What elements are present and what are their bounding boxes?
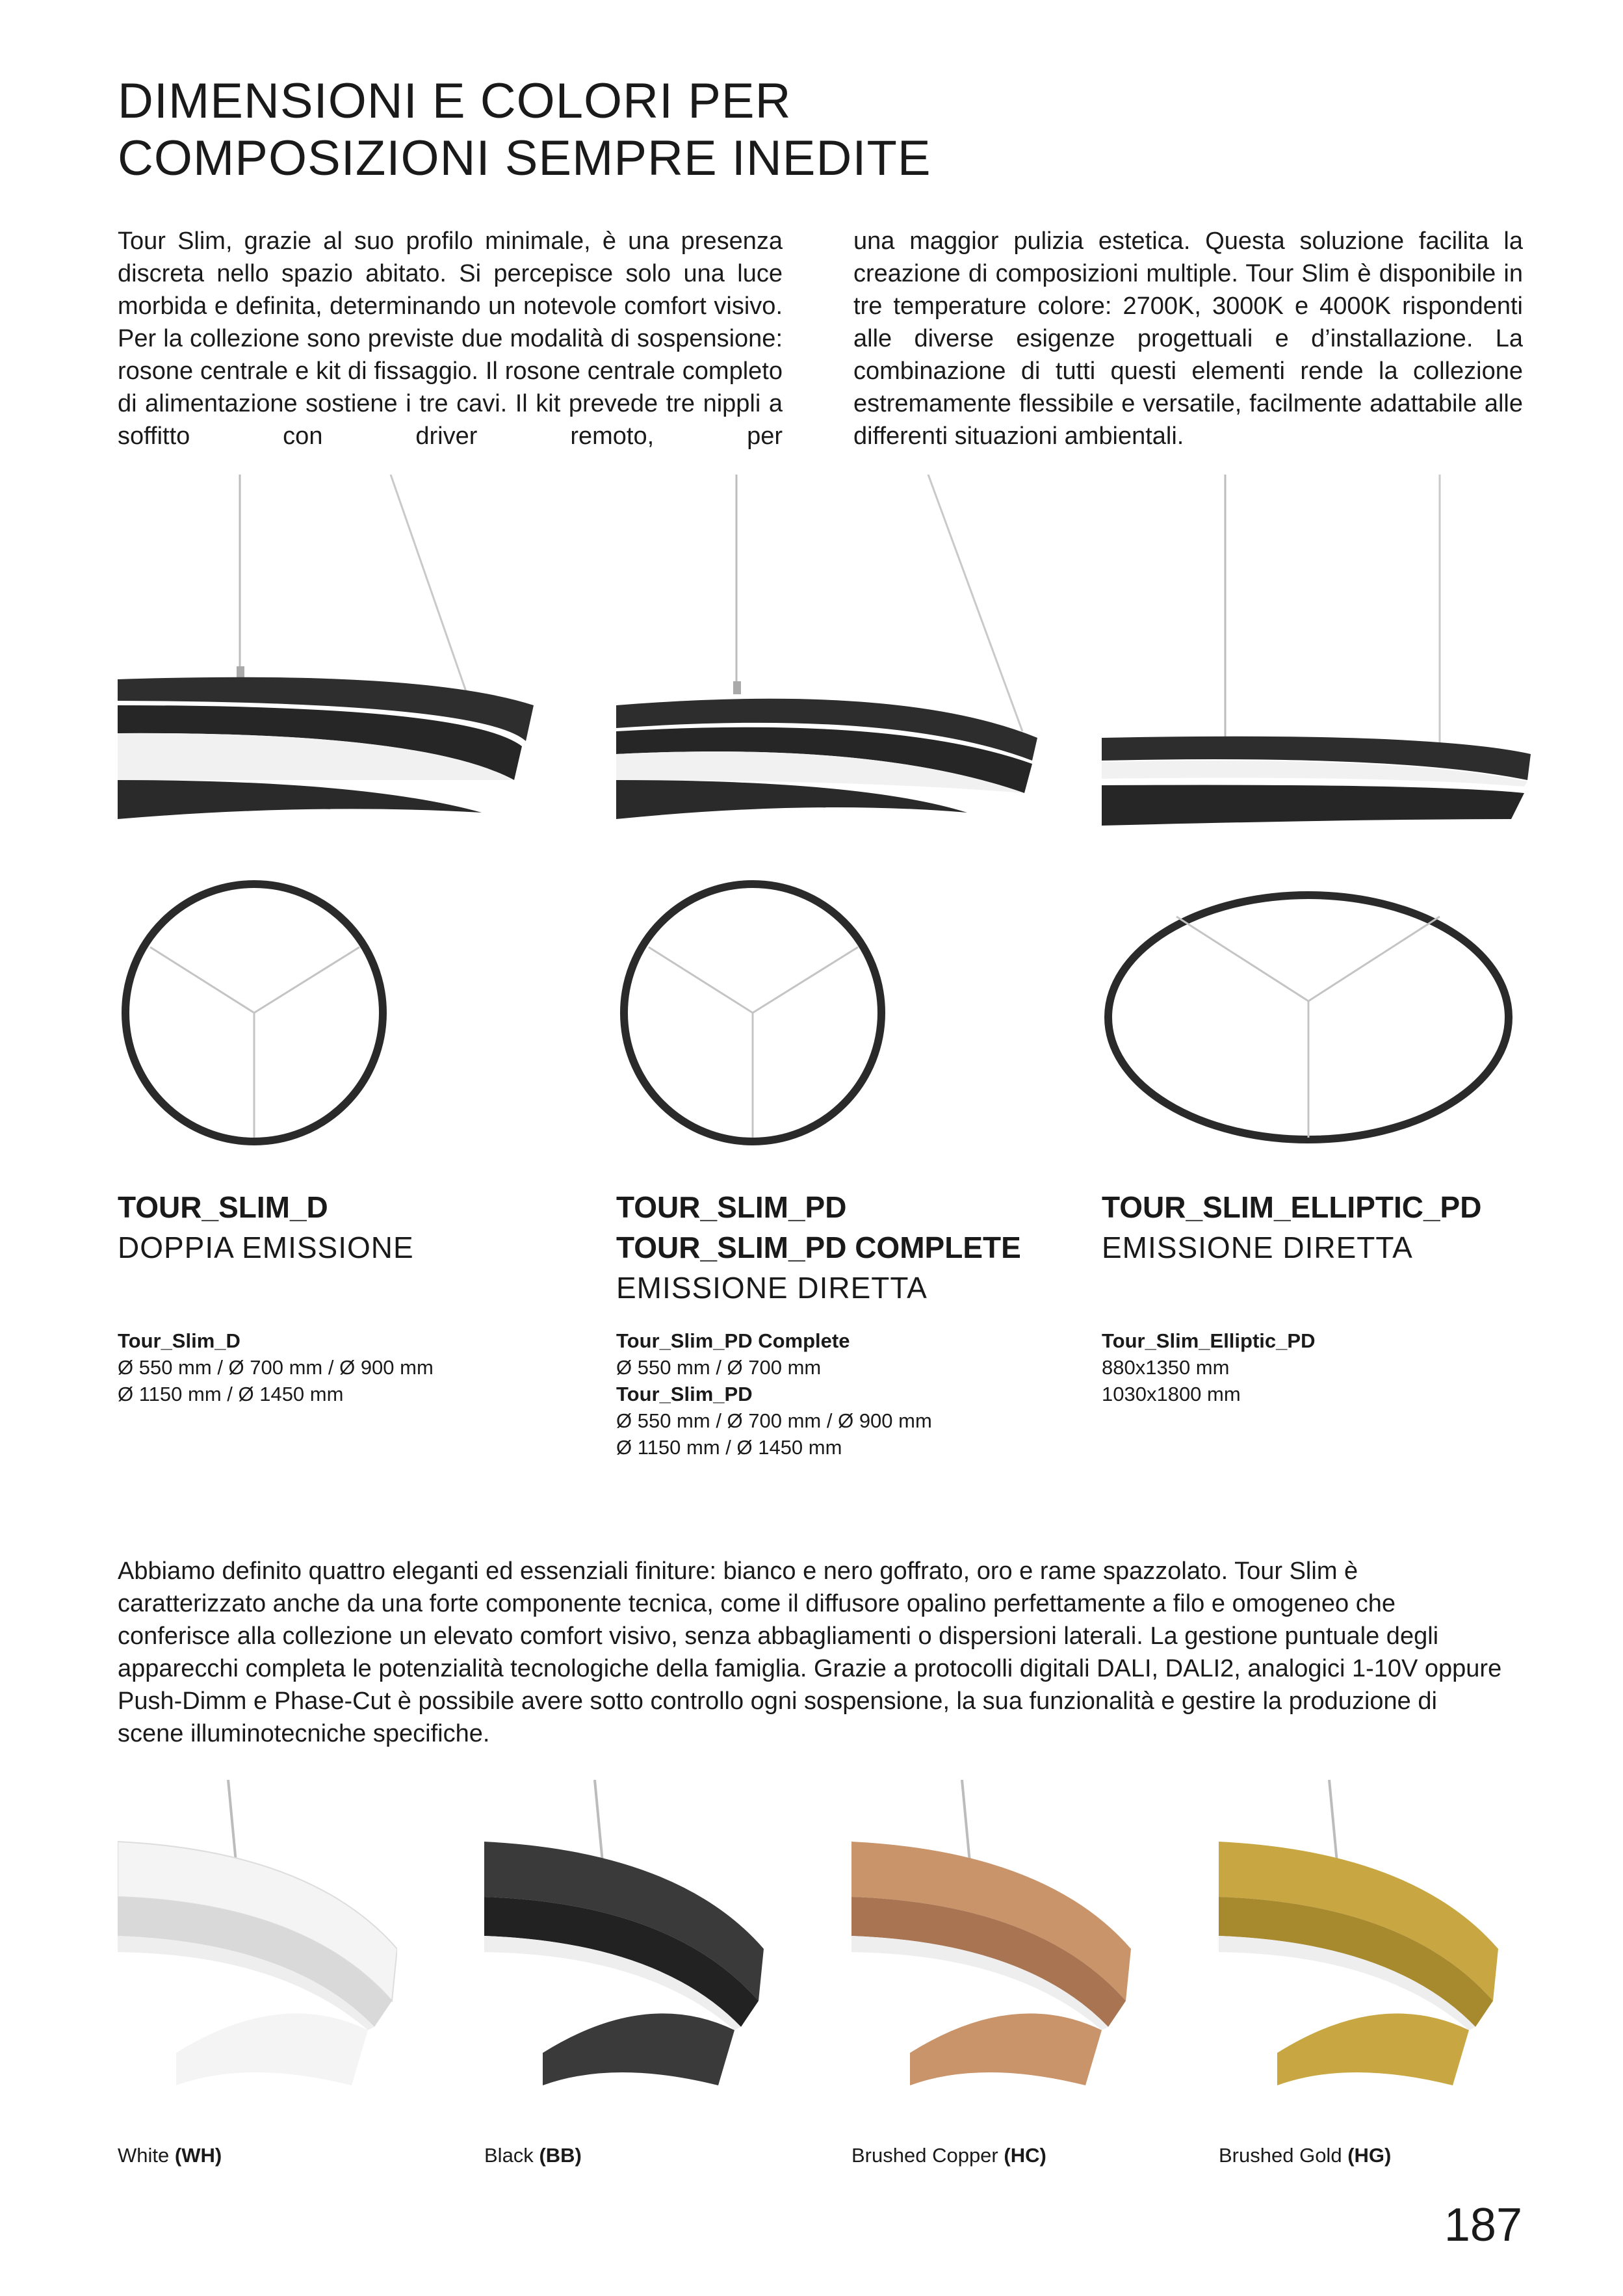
- finish-name: Brushed Copper: [851, 2144, 998, 2167]
- model-emission: EMISSIONE DIRETTA: [616, 1271, 928, 1305]
- page-title: [118, 73, 1515, 187]
- ring-lower-surface: [1277, 2013, 1469, 2085]
- finish-code: (HG): [1347, 2144, 1392, 2167]
- intro-text-column-1: Tour Slim, grazie al suo profilo minimale, è una presenza discreta nello spazio abitato. Si percepisce solo una luce morbida e definita, determinando un notevole comfort visivo. Per la collezione sono previste due modalità di sospensione: rosone centrale e kit di fissaggio. Il rosone centrale completo di alimentazione sostiene i tre cavi. Il kit prevede tre nippli a soffitto con driver remoto, per: [118, 228, 783, 450]
- finish-code: (HC): [1004, 2144, 1046, 2167]
- model-heading-tour-slim-d: [118, 1187, 573, 1268]
- finish-name: White: [118, 2144, 170, 2167]
- suspension-cable: [1176, 917, 1308, 1001]
- finishes-description: Abbiamo definito quattro eleganti ed essenziali finiture: bianco e nero goffrato, oro e rame spazzolato. Tour Slim è caratterizzato anche da una forte componente tecnica, come il diffusore opalino perfettamente a filo e omogeneo che conferisce alla collezione un elevato comfort visivo, senza abbagliamenti o dispersioni laterali. La gestione puntuale degli apparecchi completa le potenzialità tecnologiche della famiglia. Grazie a protocolli digitali DALI, DALI2, analogici 1-10V oppure Push-Dimm e Phase-Cut è possibile avere sotto controllo ogni sospensione, la sua funzionalità e gestire la produzione di scene illuminotecniche specifiche.: [118, 1558, 1502, 1747]
- suspension-cable: [391, 475, 469, 699]
- finish-white-image: [118, 1780, 397, 2144]
- ring-lower-surface: [176, 2013, 368, 2085]
- finish-black-image: [484, 1780, 764, 2144]
- spec-heading: Tour_Slim_PD Complete: [616, 1329, 850, 1352]
- tour-slim-elliptic-pd-top-view-image: [1102, 874, 1518, 1154]
- model-heading-tour-slim-pd: [616, 1187, 1084, 1308]
- model-name: TOUR_SLIM_D: [118, 1190, 328, 1224]
- ring-lower-surface: [543, 2013, 734, 2085]
- model-name: TOUR_SLIM_ELLIPTIC_PD: [1102, 1190, 1482, 1224]
- spec-line: Ø 550 mm / Ø 700 mm / Ø 900 mm: [118, 1356, 434, 1379]
- spec-line: Ø 550 mm / Ø 700 mm / Ø 900 mm: [616, 1409, 932, 1432]
- finish-brushed-gold-image: [1219, 1780, 1498, 2144]
- spec-line: 1030x1800 mm: [1102, 1383, 1241, 1405]
- suspension-cable: [928, 475, 1022, 731]
- model-specs-tour-slim-pd: [616, 1327, 1071, 1461]
- page-number: 187: [1444, 2199, 1522, 2251]
- model-emission: EMISSIONE DIRETTA: [1102, 1231, 1413, 1264]
- tour-slim-pd-top-view-image: [616, 874, 896, 1154]
- tour-slim-d-top-view-image: [118, 874, 391, 1154]
- suspension-cable: [254, 947, 359, 1013]
- finish-code: (WH): [174, 2144, 222, 2167]
- model-heading-tour-slim-elliptic-pd: [1102, 1187, 1557, 1268]
- spec-line: Ø 1150 mm / Ø 1450 mm: [118, 1383, 344, 1405]
- finish-label-white: [118, 2143, 222, 2169]
- spec-heading: Tour_Slim_PD: [616, 1383, 753, 1405]
- cable-clamp: [733, 681, 741, 694]
- model-name: TOUR_SLIM_PD: [616, 1190, 847, 1224]
- finish-brushed-copper-image: [851, 1780, 1131, 2144]
- tour-slim-d-side-view-image: [118, 475, 534, 839]
- finish-label-brushed-gold: [1219, 2143, 1391, 2169]
- suspension-cable: [150, 947, 254, 1013]
- model-specs-tour-slim-d: [118, 1327, 573, 1407]
- ring-lower-band: [118, 780, 482, 819]
- title-line-2: COMPOSIZIONI SEMPRE INEDITE: [118, 131, 931, 186]
- spec-line: 880x1350 mm: [1102, 1356, 1230, 1379]
- model-emission: DOPPIA EMISSIONE: [118, 1231, 414, 1264]
- ring-lower-surface: [910, 2013, 1102, 2085]
- tour-slim-elliptic-pd-side-view-image: [1102, 475, 1531, 839]
- ring-lower-band: [1102, 785, 1524, 826]
- model-name-complete: TOUR_SLIM_PD COMPLETE: [616, 1231, 1021, 1264]
- finish-label-brushed-copper: [851, 2143, 1046, 2169]
- suspension-cable: [649, 947, 753, 1013]
- suspension-cable: [753, 947, 858, 1013]
- finish-name: Brushed Gold: [1219, 2144, 1342, 2167]
- finish-code: (BB): [539, 2144, 582, 2167]
- tour-slim-pd-side-view-image: [616, 475, 1039, 839]
- title-line-1: DIMENSIONI E COLORI PER: [118, 73, 792, 129]
- spec-line: Ø 550 mm / Ø 700 mm: [616, 1356, 822, 1379]
- spec-heading: Tour_Slim_D: [118, 1329, 240, 1352]
- finish-label-black: [484, 2143, 582, 2169]
- suspension-cable: [1308, 917, 1440, 1001]
- spec-heading: Tour_Slim_Elliptic_PD: [1102, 1329, 1316, 1352]
- spec-line: Ø 1150 mm / Ø 1450 mm: [616, 1436, 842, 1459]
- model-specs-tour-slim-elliptic-pd: [1102, 1327, 1557, 1407]
- intro-text-column-2: una maggior pulizia estetica. Questa soluzione facilita la creazione di composizioni multiple. Tour Slim è disponibile in tre temperature colore: 2700K, 3000K e 4000K rispondenti alle diverse esigenze progettuali e d’installazione. La combinazione di tutti questi elementi rende la collezione estremamente flessibile e versatile, facilmente adattabile alle differenti situazioni ambientali.: [853, 228, 1523, 450]
- finish-name: Black: [484, 2144, 534, 2167]
